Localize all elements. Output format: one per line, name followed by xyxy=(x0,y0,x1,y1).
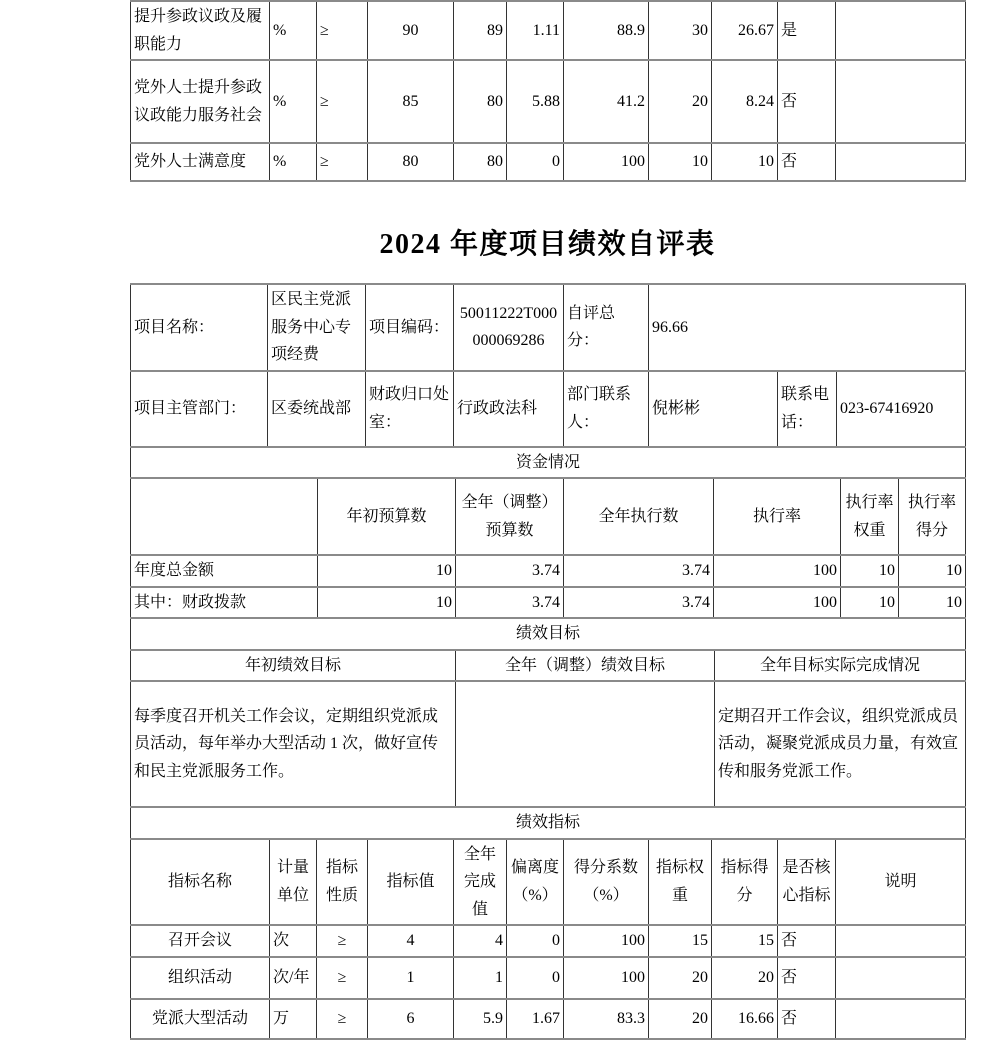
cell-weight: 15 xyxy=(649,925,712,957)
cell-completed-value: 1 xyxy=(454,957,507,999)
cell-core-flag: 是 xyxy=(778,1,836,60)
cell-core-flag: 否 xyxy=(778,143,836,181)
cell-score: 20 xyxy=(712,957,778,999)
cell-indicator-name: 党派大型活动 xyxy=(131,999,270,1039)
cell-score: 26.67 xyxy=(712,1,778,60)
cell-core-flag: 否 xyxy=(778,957,836,999)
cell-rate-score: 10 xyxy=(899,555,966,587)
cell-score-coef: 83.3 xyxy=(564,999,649,1039)
project-code-value: 50011222T000000069286 xyxy=(454,284,564,371)
cell-deviation: 1.11 xyxy=(507,1,564,60)
cell-score: 16.66 xyxy=(712,999,778,1039)
table-row xyxy=(131,284,966,371)
cell-weight: 20 xyxy=(649,957,712,999)
cell-indicator-name: 组织活动 xyxy=(131,957,270,999)
cell-deviation: 0 xyxy=(507,957,564,999)
table-row xyxy=(131,371,966,447)
header-note: 说明 xyxy=(836,839,966,926)
cell-nature: ≥ xyxy=(317,999,368,1039)
header-initial-budget: 年初预算数 xyxy=(318,478,456,555)
cell-initial-budget: 10 xyxy=(318,587,456,619)
table-row xyxy=(131,957,966,999)
table-row xyxy=(131,143,966,181)
cell-row-label: 年度总金额 xyxy=(131,555,318,587)
cell-note xyxy=(836,999,966,1039)
cell-actual-completion: 定期召开工作会议，组织党派成员活动，凝聚党派成员力量，有效宣传和服务党派工作。 xyxy=(715,681,966,807)
header-indicator-name: 指标名称 xyxy=(131,839,270,926)
phone-value: 023-67416920 xyxy=(837,371,966,447)
funding-section-title: 资金情况 xyxy=(131,447,966,479)
cell-note xyxy=(836,957,966,999)
funding-table xyxy=(130,446,966,620)
cell-unit: % xyxy=(270,60,317,143)
table-row xyxy=(131,1,966,60)
page-title: 2024 年度项目绩效自评表 xyxy=(379,229,716,260)
table-row xyxy=(131,999,966,1039)
dept-label: 项目主管部门： xyxy=(131,371,268,447)
cell-score-coef: 41.2 xyxy=(564,60,649,143)
cell-indicator-name: 提升参政议政及履职能力 xyxy=(131,1,270,60)
contact-value: 倪彬彬 xyxy=(649,371,778,447)
cell-weight: 20 xyxy=(649,60,712,143)
project-name-label: 项目名称： xyxy=(131,284,268,371)
cell-indicator-name: 党外人士提升参政议政能力服务社会 xyxy=(131,60,270,143)
cell-target-value: 80 xyxy=(368,143,454,181)
cell-note xyxy=(836,1,966,60)
cell-target-value: 1 xyxy=(368,957,454,999)
cell-weight: 30 xyxy=(649,1,712,60)
self-score-label: 自评总分： xyxy=(564,284,649,371)
cell-score: 8.24 xyxy=(712,60,778,143)
cell-completed-value: 80 xyxy=(454,60,507,143)
cell-nature: ≥ xyxy=(317,60,368,143)
cell-target-value: 6 xyxy=(368,999,454,1039)
cell-rate-weight: 10 xyxy=(841,555,899,587)
self-score-value: 96.66 xyxy=(649,284,966,371)
cell-indicator-name: 召开会议 xyxy=(131,925,270,957)
dept-value: 区委统战部 xyxy=(268,371,366,447)
funding-section-header xyxy=(131,447,966,479)
cell-execution-rate: 100 xyxy=(714,587,841,619)
cell-score-coef: 88.9 xyxy=(564,1,649,60)
cell-deviation: 0 xyxy=(507,143,564,181)
header-rate-weight: 执行率权重 xyxy=(841,478,899,555)
cell-target-value: 90 xyxy=(368,1,454,60)
cell-completed-value: 4 xyxy=(454,925,507,957)
cell-indicator-name: 党外人士满意度 xyxy=(131,143,270,181)
project-code-label: 项目编码： xyxy=(366,284,454,371)
header-rate-score: 执行率得分 xyxy=(899,478,966,555)
header-unit: 计量单位 xyxy=(270,839,317,926)
phone-label: 联系电话： xyxy=(778,371,837,447)
header-adjusted-goal: 全年（调整）绩效目标 xyxy=(456,650,715,682)
cell-executed: 3.74 xyxy=(564,587,714,619)
cell-initial-goal: 每季度召开机关工作会议，定期组织党派成员活动，每年举办大型活动 1 次，做好宣传和民主党派服务工作。 xyxy=(131,681,456,807)
table-header-row xyxy=(131,839,966,926)
cell-adjusted-budget: 3.74 xyxy=(456,555,564,587)
cell-weight: 10 xyxy=(649,143,712,181)
table-row xyxy=(131,60,966,143)
cell-unit: % xyxy=(270,1,317,60)
table-row xyxy=(131,587,966,619)
cell-executed: 3.74 xyxy=(564,555,714,587)
cell-deviation: 0 xyxy=(507,925,564,957)
cell-target-value: 85 xyxy=(368,60,454,143)
table-header-row xyxy=(131,478,966,555)
cell-adjusted-goal xyxy=(456,681,715,807)
header-core-flag: 是否核心指标 xyxy=(778,839,836,926)
header-completed-value: 全年完成值 xyxy=(454,839,507,926)
cell-score: 15 xyxy=(712,925,778,957)
cell-nature: ≥ xyxy=(317,957,368,999)
project-info-table xyxy=(130,283,966,448)
cell-core-flag: 否 xyxy=(778,999,836,1039)
self-evaluation-table xyxy=(130,283,966,1040)
table-row xyxy=(131,925,966,957)
cell-rate-weight: 10 xyxy=(841,587,899,619)
carryover-indicator-table xyxy=(130,0,966,182)
header-score-coef: 得分系数（%） xyxy=(564,839,649,926)
cell-unit: 万 xyxy=(270,999,317,1039)
header-target-value: 指标值 xyxy=(368,839,454,926)
cell-unit: 次 xyxy=(270,925,317,957)
header-actual-completion: 全年目标实际完成情况 xyxy=(715,650,966,682)
contact-label: 部门联系人： xyxy=(564,371,649,447)
cell-target-value: 4 xyxy=(368,925,454,957)
cell-unit: 次/年 xyxy=(270,957,317,999)
header-adjusted-budget: 全年（调整）预算数 xyxy=(456,478,564,555)
finance-office-value: 行政政法科 xyxy=(454,371,564,447)
cell-score-coef: 100 xyxy=(564,957,649,999)
header-initial-goal: 年初绩效目标 xyxy=(131,650,456,682)
header-empty xyxy=(131,478,318,555)
cell-core-flag: 否 xyxy=(778,925,836,957)
cell-note xyxy=(836,60,966,143)
cell-unit: % xyxy=(270,143,317,181)
cell-score: 10 xyxy=(712,143,778,181)
cell-deviation: 5.88 xyxy=(507,60,564,143)
cell-nature: ≥ xyxy=(317,1,368,60)
cell-completed-value: 80 xyxy=(454,143,507,181)
table-row xyxy=(131,555,966,587)
indicators-table xyxy=(130,806,966,1040)
goals-table xyxy=(130,617,966,808)
header-deviation: 偏离度（%） xyxy=(507,839,564,926)
header-execution-rate: 执行率 xyxy=(714,478,841,555)
header-weight: 指标权重 xyxy=(649,839,712,926)
finance-office-label: 财政归口处室： xyxy=(366,371,454,447)
cell-note xyxy=(836,143,966,181)
cell-weight: 20 xyxy=(649,999,712,1039)
indicators-section-header xyxy=(131,807,966,839)
table-header-row xyxy=(131,650,966,682)
cell-initial-budget: 10 xyxy=(318,555,456,587)
cell-score-coef: 100 xyxy=(564,925,649,957)
cell-score-coef: 100 xyxy=(564,143,649,181)
header-executed: 全年执行数 xyxy=(564,478,714,555)
header-nature: 指标性质 xyxy=(317,839,368,926)
cell-row-label: 其中：财政拨款 xyxy=(131,587,318,619)
cell-adjusted-budget: 3.74 xyxy=(456,587,564,619)
project-name-value: 区民主党派服务中心专项经费 xyxy=(268,284,366,371)
cell-execution-rate: 100 xyxy=(714,555,841,587)
goals-section-header xyxy=(131,618,966,650)
indicators-section-title: 绩效指标 xyxy=(131,807,966,839)
table-row xyxy=(131,681,966,807)
cell-rate-score: 10 xyxy=(899,587,966,619)
cell-nature: ≥ xyxy=(317,925,368,957)
goals-section-title: 绩效目标 xyxy=(131,618,966,650)
header-score: 指标得分 xyxy=(712,839,778,926)
cell-note xyxy=(836,925,966,957)
cell-completed-value: 89 xyxy=(454,1,507,60)
cell-core-flag: 否 xyxy=(778,60,836,143)
cell-completed-value: 5.9 xyxy=(454,999,507,1039)
cell-deviation: 1.67 xyxy=(507,999,564,1039)
cell-nature: ≥ xyxy=(317,143,368,181)
